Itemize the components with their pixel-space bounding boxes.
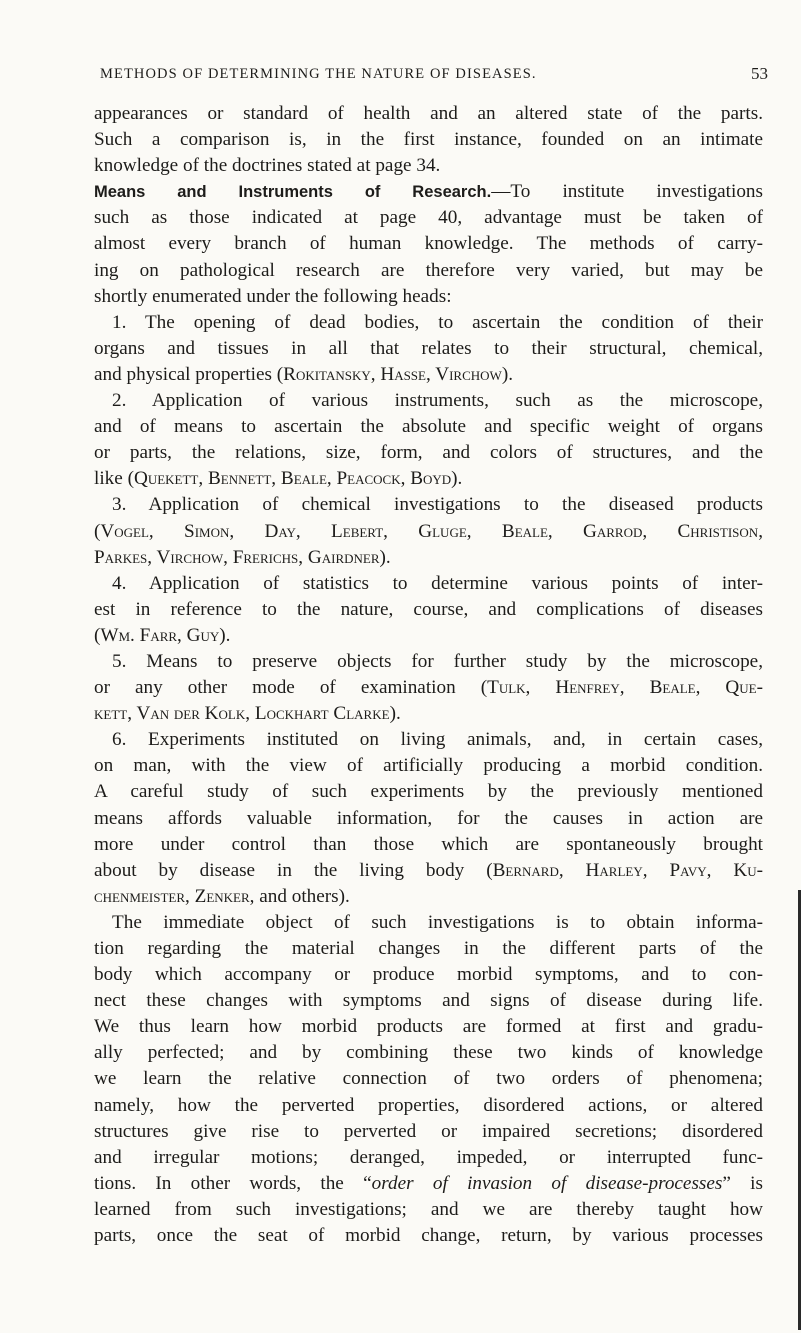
text-line: about by disease in the living body (Bernard, Harley, Pavy, Ku- bbox=[94, 859, 763, 881]
text-line: namely, how the perverted properties, disordered actions, or altered bbox=[94, 1094, 763, 1116]
author-names: Wm. Farr, Guy bbox=[100, 624, 220, 646]
author-names: kett, Van der Kolk, Lockhart Clarke bbox=[94, 703, 390, 725]
text-line: and of means to ascertain the absolute and specific weight of organs bbox=[94, 416, 763, 438]
list-item-5: 5. Means to preserve objects for further study by the microscope, bbox=[112, 650, 763, 672]
text-line: like (Quekett, Bennett, Beale, Peacock, Boyd). bbox=[94, 468, 463, 490]
author-names: Parkes, Virchow, Frerichs, Gairdner bbox=[94, 546, 380, 568]
text-line: tion regarding the material changes in the different parts of the bbox=[94, 938, 763, 959]
text-line: and irregular motions; deranged, impeded, or interrupted func- bbox=[94, 1146, 763, 1168]
text-line: on man, with the view of artificially producing a morbid condition. bbox=[94, 755, 763, 777]
section-heading: Means and Instruments of Research. bbox=[94, 183, 492, 202]
list-item-4: 4. Application of statistics to determine various points of inter- bbox=[112, 572, 763, 594]
author-names: Quekett, Bennett, Beale, Peacock, Boyd bbox=[133, 468, 452, 490]
author-names: Vogel, Simon, Day, Lebert, Gluge, Beale, Garrod, Christison, bbox=[100, 520, 763, 542]
italic-phrase: order of invasion of disease-processes bbox=[371, 1172, 723, 1194]
list-item-1: 1. The opening of dead bodies, to ascertain the condition of their bbox=[112, 311, 763, 333]
text-line: more under control than those which are spontaneously brought bbox=[94, 833, 763, 855]
body-text bbox=[94, 101, 763, 1249]
author-names: chenmeister, Zenker, bbox=[94, 885, 255, 907]
text-line: est in reference to the nature, course, and complications of diseases bbox=[94, 598, 763, 620]
author-names: Rokitansky, Hasse, Virchow bbox=[283, 363, 502, 385]
author-names: Tulk, Henfrey, Beale, Que- bbox=[487, 677, 763, 699]
text-line: organs and tissues in all that relates to their structural, chemical, bbox=[94, 337, 763, 359]
text-line: nect these changes with symptoms and signs of disease during life. bbox=[94, 990, 763, 1012]
page-number: 53 bbox=[751, 64, 768, 83]
text-line: shortly enumerated under the following heads: bbox=[94, 285, 452, 307]
text-line: chenmeister, Zenker, and others). bbox=[94, 885, 350, 907]
text-line: body which accompany or produce morbid symptoms, and to con- bbox=[94, 964, 763, 986]
list-item-3: 3. Application of chemical investigations to the diseased products bbox=[112, 494, 763, 516]
author-names: Bernard, Harley, Pavy, Ku- bbox=[492, 859, 763, 881]
text-line: means affords valuable information, for the causes in action are bbox=[94, 807, 763, 829]
text-line: ing on pathological research are therefore very varied, but may be bbox=[94, 259, 763, 281]
text-line: (Wm. Farr, Guy). bbox=[94, 624, 231, 646]
text-line: almost every branch of human knowledge. The methods of carry- bbox=[94, 233, 763, 255]
text-line: or parts, the relations, size, form, and colors of structures, and the bbox=[94, 442, 763, 464]
text-line: We thus learn how morbid products are formed at first and gradu- bbox=[94, 1016, 763, 1038]
text-line: and physical properties (Rokitansky, Hasse, Virchow). bbox=[94, 363, 513, 385]
section-heading-line: Means and Instruments of Research.—To institute investigations bbox=[94, 181, 763, 203]
text-line: ally perfected; and by combining these two kinds of knowledge bbox=[94, 1042, 763, 1064]
text-line: structures give rise to perverted or impaired secretions; disordered bbox=[94, 1120, 763, 1142]
running-title: METHODS OF DETERMINING THE NATURE OF DISEASES. bbox=[100, 66, 537, 82]
text-line: or any other mode of examination (Tulk, Henfrey, Beale, Que- bbox=[94, 677, 763, 699]
text-line: appearances or standard of health and an altered state of the parts. bbox=[94, 103, 763, 124]
text-line: Parkes, Virchow, Frerichs, Gairdner). bbox=[94, 546, 391, 568]
text-line: (Vogel, Simon, Day, Lebert, Gluge, Beale, Garrod, Christison, bbox=[94, 520, 763, 542]
list-item-6: 6. Experiments instituted on living animals, and, in certain cases, bbox=[112, 729, 763, 751]
text-line: kett, Van der Kolk, Lockhart Clarke). bbox=[94, 703, 401, 725]
text-line: learned from such investigations; and we are thereby taught how bbox=[94, 1198, 763, 1220]
list-item-2: 2. Application of various instruments, such as the microscope, bbox=[112, 390, 763, 412]
page-header bbox=[100, 66, 768, 88]
text-line: A careful study of such experiments by the previously mentioned bbox=[94, 781, 763, 803]
paragraph-start: The immediate object of such investigations is to obtain informa- bbox=[112, 911, 763, 933]
text-line: Such a comparison is, in the first instance, founded on an intimate bbox=[94, 129, 763, 151]
text-line: such as those indicated at page 40, advantage must be taken of bbox=[94, 207, 763, 229]
text-line: knowledge of the doctrines stated at page 34. bbox=[94, 155, 441, 177]
text-line: we learn the relative connection of two orders of phenomena; bbox=[94, 1068, 763, 1090]
text-line: parts, once the seat of morbid change, return, by various processes bbox=[94, 1225, 763, 1247]
text-line: tions. In other words, the “order of invasion of disease-processes” is bbox=[94, 1172, 763, 1194]
